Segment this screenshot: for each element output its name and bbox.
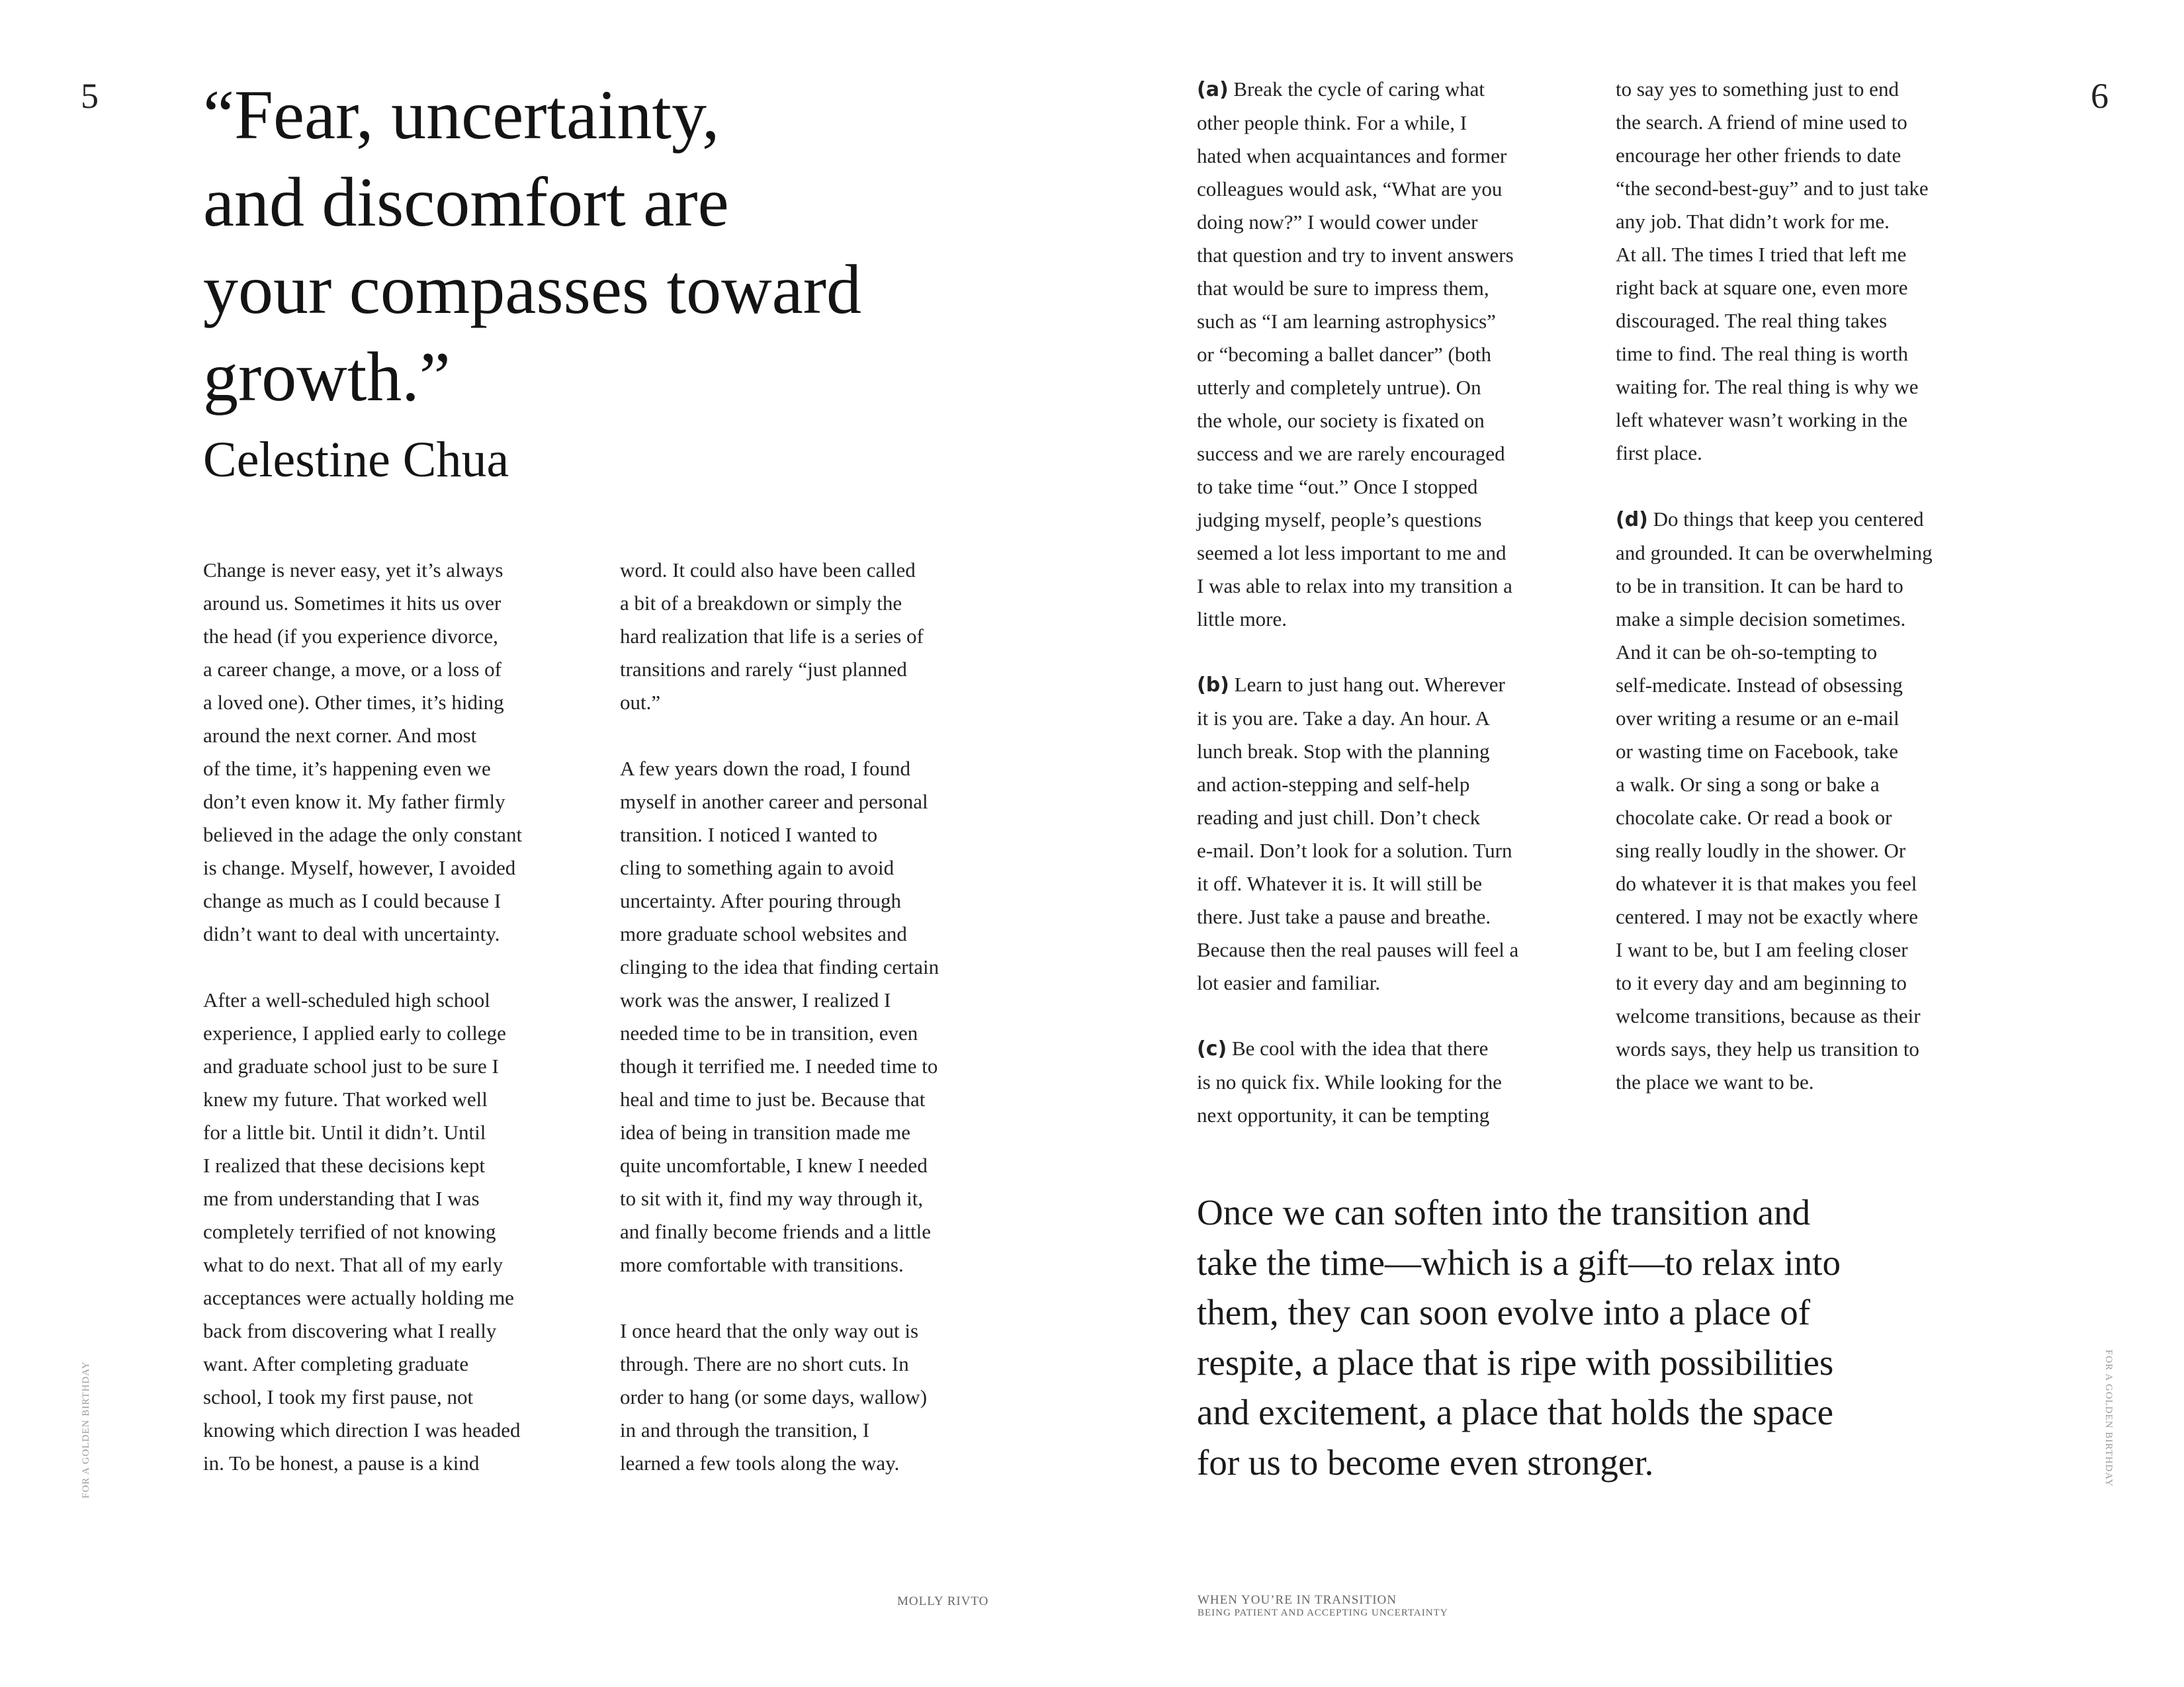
tip-text: Be cool with the idea that there is no quick fix. While looking for the next opportunity, it can be tempting <box>1197 1037 1502 1127</box>
body-column-1: Change is never easy, yet it’s always around us. Sometimes it hits us over the head (if you experience divorce, a career change, a move, or a loss of a loved one). Other times, it’s hiding around the next corner. And most of the time, it’s happening even we don’t even know it. My father firmly believed in the adage the only constant is change. Myself, however, I avoided change as much as I could because I didn’t want to deal with uncertainty. After a well-scheduled high school experience, I applied early to college and graduate school just to be sure I knew my future. That worked well for a little bit. Until it didn’t. Until I realized that these decisions kept me from understanding that I was completely terrified of not knowing what to do next. That all of my early acceptances were actually holding me back from discovering what I really want. After completing graduate school, I took my first pause, not knowing which direction I was headed in. To be honest, a pause is a kind <box>203 558 523 1475</box>
tip-letter: (c) <box>1197 1037 1227 1060</box>
tip-b <box>1197 668 1607 1000</box>
tip-letter: (d) <box>1616 508 1648 531</box>
quote-line: and discomfort are <box>203 163 729 241</box>
quote-line: your compasses toward <box>203 251 861 328</box>
quote-author: Celestine Chua <box>203 432 509 488</box>
tip-letter: (b) <box>1197 673 1229 697</box>
footer-title: WHEN YOU’RE IN TRANSITION <box>1198 1593 1397 1607</box>
body-column-2: word. It could also have been called a bit of a breakdown or simply the hard realization that life is a series of transitions and rarely “just planned out.” A few years down the road, I found myself in another career and personal transition. I noticed I wanted to cling to something again to avoid uncertainty. After pouring through more graduate school websites and clinging to the idea that finding certain work was the answer, I realized I needed time to be in transition, even though it terrified me. I needed time to heal and time to just be. Because that idea of being in transition made me quite uncomfortable, I knew I needed to sit with it, find my way through it, and finally become friends and a little more comfortable with transitions. I once heard that the only way out is through. There are no short cuts. In order to hang (or some days, wallow) in and through the transition, I learned a few tools along the way. <box>620 558 939 1475</box>
tip-a <box>1197 73 1607 636</box>
footer-subtitle: BEING PATIENT AND ACCEPTING UNCERTAINTY <box>1198 1608 1448 1618</box>
tip-letter: (a) <box>1197 78 1229 101</box>
tip-text: Learn to just hang out. Wherever it is you are. Take a day. An hour. A lunch break. Stop with the planning and action-stepping and self-help reading and just chill. Don’t check e-mail. Don’t look for a solution. Turn it off. Whatever it is. It will still be there. Just take a pause and breathe. Because then the real pauses will feel a lot easier and familiar. <box>1197 673 1519 994</box>
tip-c <box>1197 1032 1607 1132</box>
side-label-right: FOR A GOLDEN BIRTHDAY <box>2103 1350 2114 1487</box>
page-number-right: 6 <box>2091 76 2109 116</box>
tip-c-continued: to say yes to something just to end the search. A friend of mine used to encourage her other friends to date “the second-best-guy” and to just take any job. That didn’t work for me. At all. The times I tried that left me right back at square one, even more discouraged. The real thing takes time to find. The real thing is worth waiting for. The real thing is why we left whatever wasn’t working in the first place. <box>1616 77 1929 464</box>
footer-chapter <box>1198 1593 1448 1619</box>
footer-author: MOLLY RIVTO <box>897 1594 989 1608</box>
page-number-left: 5 <box>81 76 99 116</box>
tip-text: Break the cycle of caring what other people think. For a while, I hated when acquaintances and former colleagues would ask, “What are you doing now?” I would cower under that question and try to invent answers that would be sure to impress them, such as “I am learning astrophysics” or “becoming a ballet dancer” (both utterly and completely untrue). On the whole, our society is fixated on success and we are rarely encouraged to take time “out.” Once I stopped judging myself, people’s questions seemed a lot less important to me and I was able to relax into my transition a little more. <box>1197 77 1514 630</box>
pull-quote <box>203 71 997 421</box>
side-label-left: FOR A GOLDEN BIRTHDAY <box>81 1361 91 1498</box>
tip-d <box>1616 503 2026 1099</box>
quote-line: “Fear, uncertainty, <box>203 76 720 153</box>
tip-text: Do things that keep you centered and grounded. It can be overwhelming to be in transition. It can be hard to make a simple decision sometimes. And it can be oh-so-tempting to self-medicate. Instead of obsessing over writing a resume or an e-mail or wasting time on Facebook, take a walk. Or sing a song or bake a chocolate cake. Or read a book or sing really loudly in the shower. Or do whatever it is that makes you feel centered. I may not be exactly where I want to be, but I am feeling closer to it every day and am beginning to welcome transitions, because as their words says, they help us transition to the place we want to be. <box>1616 507 1933 1094</box>
callout-quote: Once we can soften into the transition and take the time—which is a gift—to relax into them, they can soon evolve into a place of respite, a place that is ripe with possibilities and excitement, a place that holds the space for us to become even stronger. <box>1197 1192 1841 1483</box>
quote-line: growth.” <box>203 338 451 415</box>
